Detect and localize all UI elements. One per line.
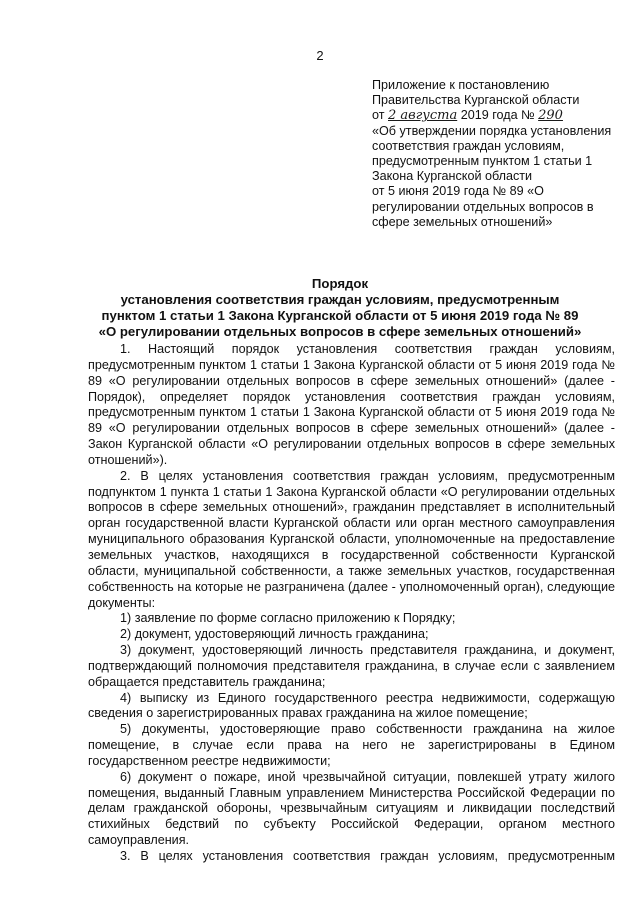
paragraph-1: 1. Настоящий порядок установления соответствия граждан условиям, предусмотренным пунктом 1 статьи 1 Закона Курганской области от 5 июня 2019 года № 89 «О регулировании отдельных вопросов в сфере земельных отношений» (далее - Порядок), определяет порядок установления соответствия граждан условиям, предусмотренным пунктом 1 статьи 1 Закона Курганской области от 5 июня 2019 года № 89 «О регулировании отдельных вопросов в сфере земельных отношений» (далее - Закон Курганской области «О регулировании отдельных вопросов в сфере земельных отношений»). [88,342,615,467]
appendix-line: от 5 июня 2019 года № 89 «О [372,184,544,199]
list-item-5: 5) документы, удостоверяющие право собственности гражданина на жилое помещение, в случае если права на него не зарегистрированы в Едином государственном реестре недвижимости; [88,722,615,768]
heading-line: «О регулировании отдельных вопросов в сфере земельных отношений» [98,324,582,339]
list-item-1: 1) заявление по форме согласно приложению к Порядку; [120,611,456,626]
handwritten-date: 2 августа [388,108,458,124]
list-item-4: 4) выписку из Единого государственного реестра недвижимости, содержащую сведения о зарегистрированных правах гражданина на жилое помещение; [88,690,615,721]
appendix-line: Приложение к постановлению [372,78,550,92]
appendix-date-line [372,108,616,123]
appendix-line: предусмотренным пунктом 1 статьи 1 [372,154,593,169]
paragraph-2: 2. В целях установления соответствия граждан условиям, предусмотренным подпунктом 1 пункта 1 статьи 1 Закона Курганской области «О регулировании отдельных вопросов в сфере земельных отношений», гражданин представляет в исполнительный орган государственной власти Курганской области или орган местного самоуправления муниципального образования Курганской области, уполномоченные на предоставление земельных участков, находящихся в государственной собственности Курганской области, муниципальной собственности, а также земельных участков, государственная собственность на которые не разграничена (далее - уполномоченный орган), следующие документы: [88,468,615,610]
heading-line: установления соответствия граждан условиям, предусмотренным [120,292,560,307]
heading-title: Порядок [311,276,369,291]
document-body [88,342,615,865]
appendix-line: регулировании отдельных вопросов в [372,199,594,214]
heading-line: пунктом 1 статьи 1 Закона Курганской области от 5 июня 2019 года № 89 [101,308,579,323]
paragraph-3: 3. В целях установления соответствия граждан условиям, предусмотренным [120,849,615,863]
document-heading [80,276,600,340]
list-item-6: 6) документ о пожаре, иной чрезвычайной ситуации, повлекшей утрату жилого помещения, выданный Главным управлением Министерства Российской Федерации по делам гражданской обороны, чрезвычайным ситуациям и ликвидации последствий стихийных бедствий по субъекту Российской Федерации, органом местного самоуправления. [88,769,615,848]
handwritten-number: 290 [538,108,563,124]
appendix-line: «Об утверждении порядка установления [372,123,612,138]
appendix-line: Закона Курганской области [372,169,533,184]
page-number: 2 [316,48,324,63]
list-item-2: 2) документ, удостоверяющий личность гражданина; [120,627,429,642]
appendix-block [372,78,616,230]
date-middle: 2019 года № [460,108,535,123]
appendix-line: соответствия граждан условиям, [372,138,565,153]
appendix-line: сфере земельных отношений» [372,214,553,229]
date-prefix: от [372,108,385,123]
list-item-3: 3) документ, удостоверяющий личность представителя гражданина, и документ, подтверждающий полномочия представителя гражданина, в случае если с заявлением обращается представитель гражданина; [88,643,615,689]
appendix-line: Правительства Курганской области [372,93,580,108]
